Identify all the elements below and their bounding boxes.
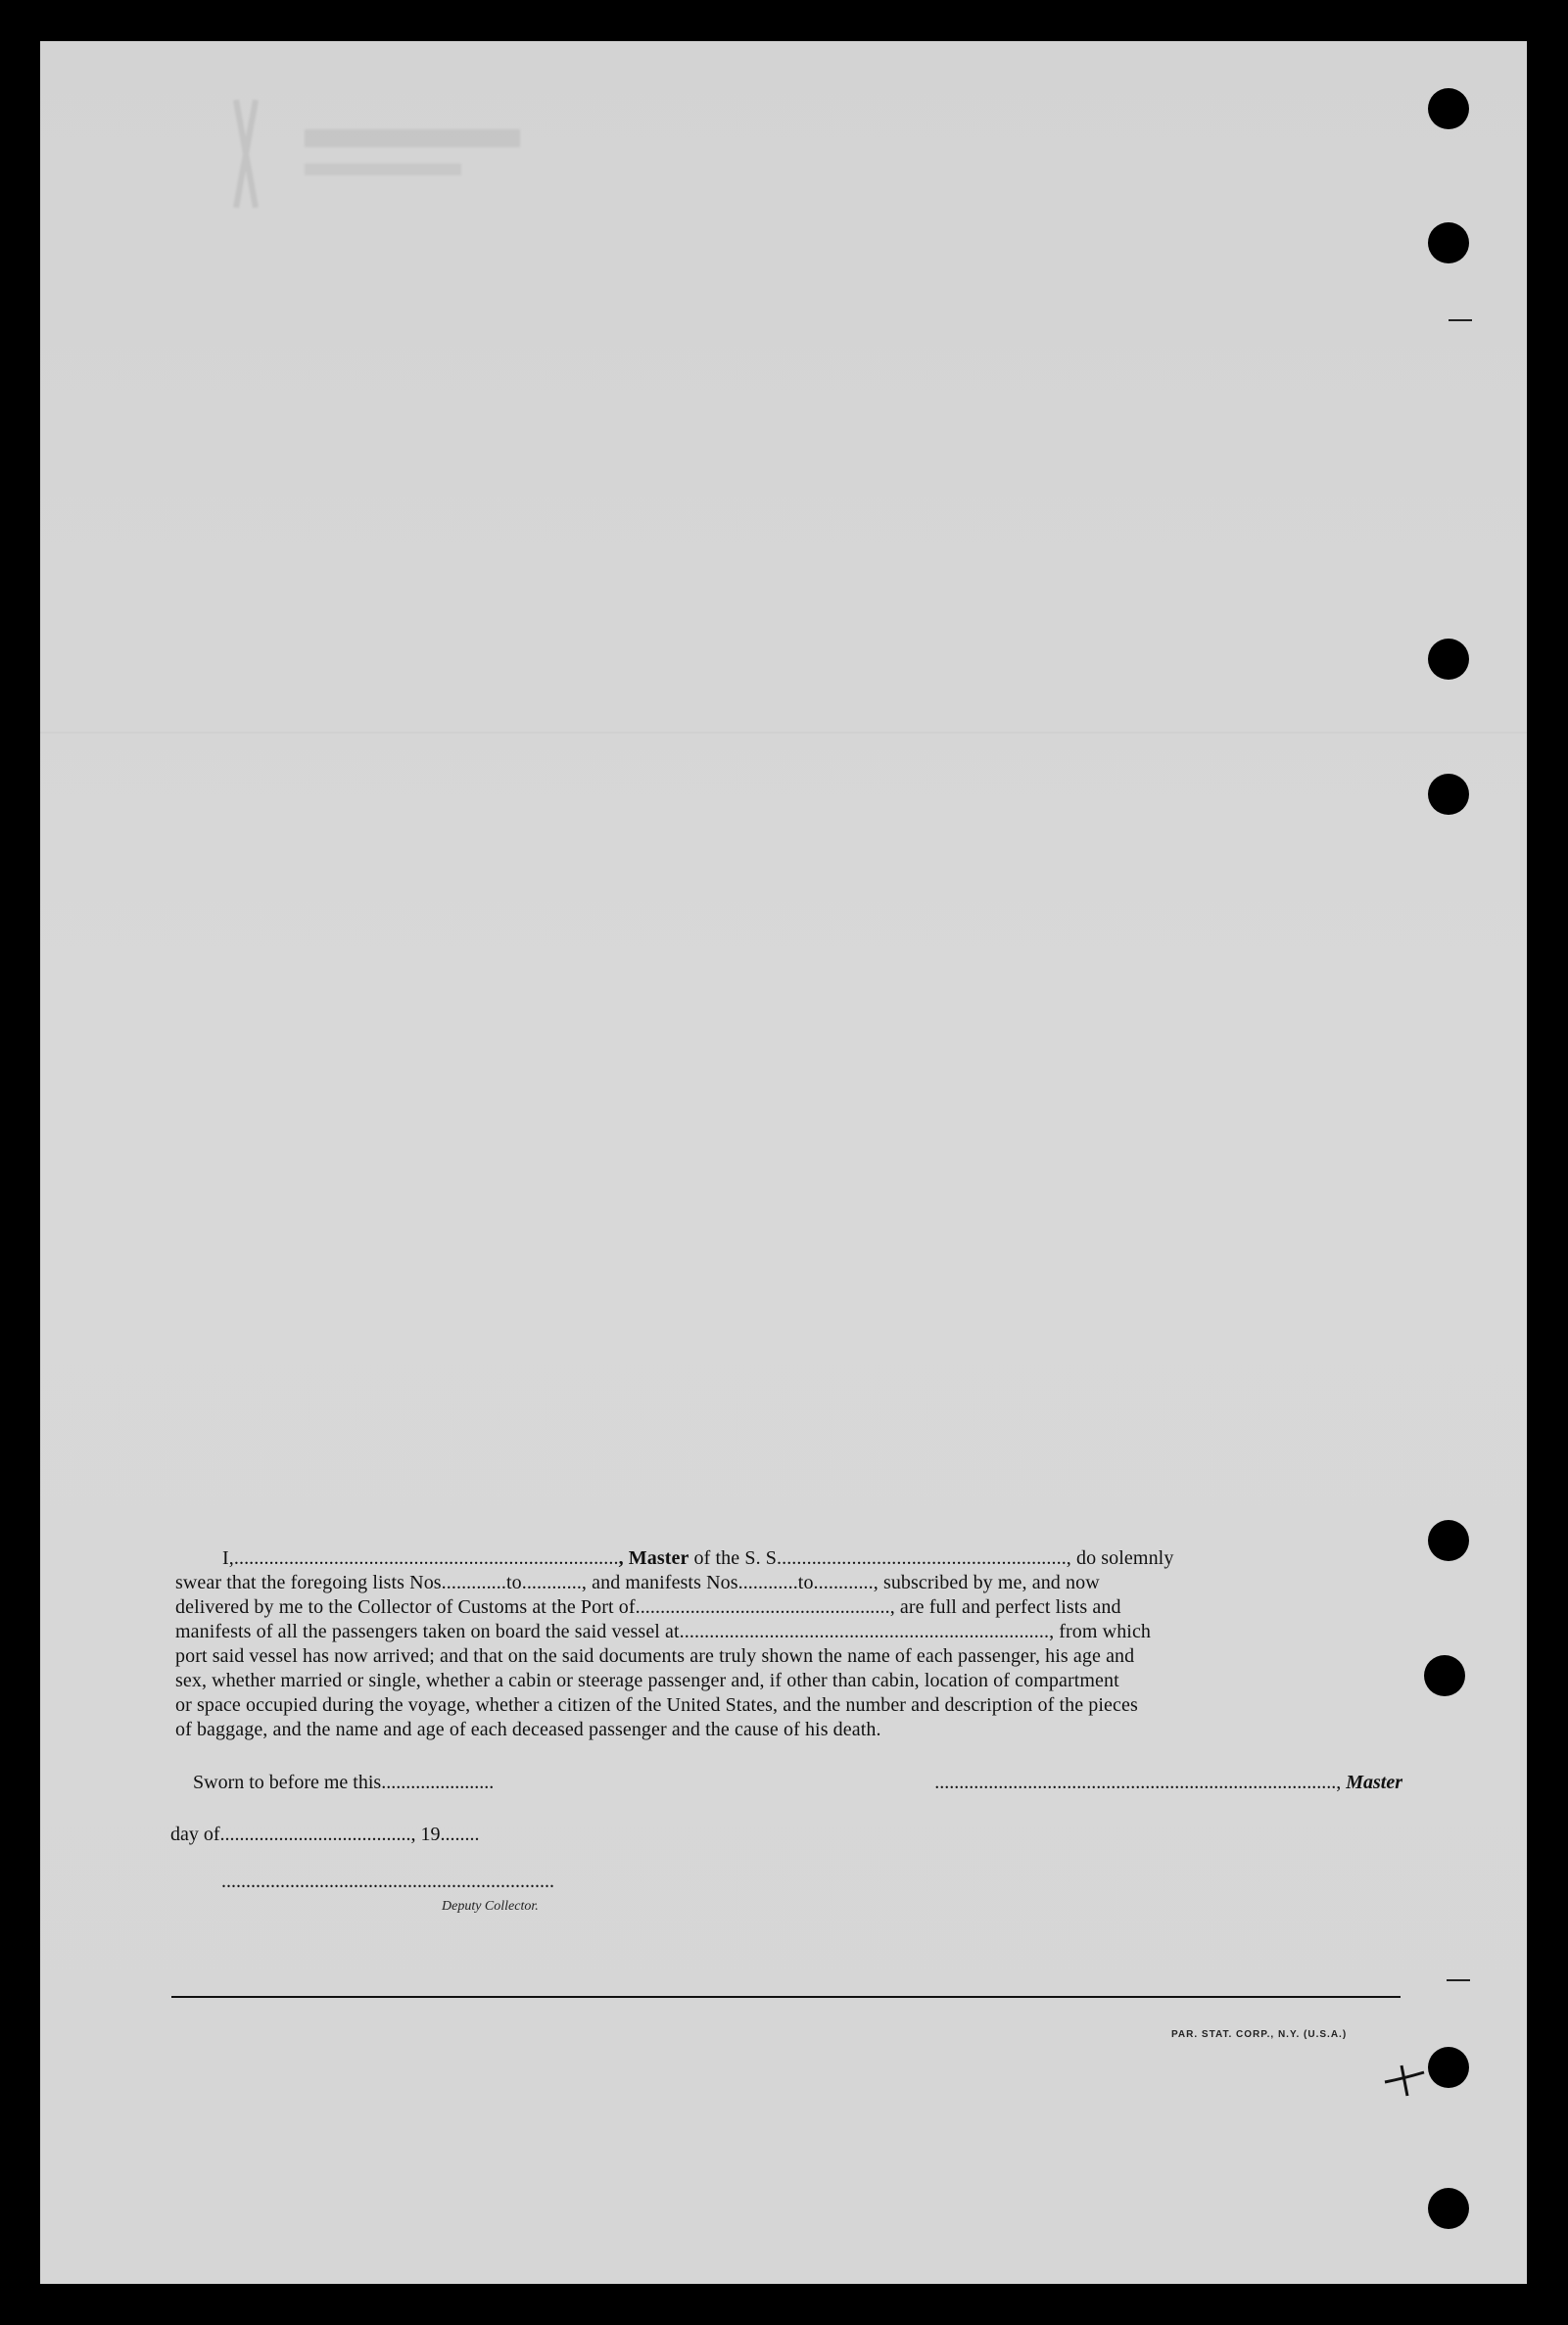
oath-line: or space occupied during the voyage, whether a citizen of the United States, and the number and description of the pieces [175, 1694, 1138, 1716]
punch-hole [1428, 1520, 1469, 1561]
oath-line: swear that the foregoing lists Nos.............to............, and manifests Nos............to............, subscribed by me, and now [175, 1572, 1100, 1593]
oath-text: , do solemnly [1066, 1547, 1174, 1569]
master-signature-label: Master [1346, 1772, 1402, 1793]
sworn-before-line: Sworn to before me this....................... [193, 1772, 495, 1793]
punch-hole [1428, 222, 1469, 263]
oath-line: port said vessel has now arrived; and that on the said documents are truly shown the name of each passenger, his age and [175, 1645, 1135, 1667]
horizontal-rule [171, 1996, 1401, 1998]
oath-text: of the S. S. [689, 1547, 783, 1569]
printer-imprint: PAR. STAT. CORP., N.Y. (U.S.A.) [1171, 2029, 1348, 2040]
edge-tick-mark [1447, 1979, 1470, 1981]
oath-line: delivered by me to the Collector of Customs at the Port of..................................................., are full and perfect lists and [175, 1596, 1121, 1618]
punch-hole [1428, 88, 1469, 129]
punch-hole [1424, 1655, 1465, 1696]
master-oath-paragraph [175, 1546, 1402, 1742]
fold-line [40, 732, 1527, 734]
deputy-collector-blank: .................................................................... [221, 1871, 554, 1892]
punch-hole [1428, 774, 1469, 815]
master-name-blank: ............................................................................. [233, 1547, 619, 1569]
handwritten-cross-mark [1380, 2061, 1429, 2100]
oath-line [175, 1546, 1402, 1571]
oath-line: manifests of all the passengers taken on board the said vessel at.........................................................................., from which [175, 1621, 1152, 1642]
edge-tick-mark [1449, 319, 1472, 321]
oath-line: sex, whether married or single, whether a cabin or steerage passenger and, if other than cabin, location of compartment [175, 1670, 1119, 1691]
punch-hole [1428, 639, 1469, 680]
oath-text: I, [222, 1547, 234, 1569]
manifest-back-page [40, 41, 1527, 2284]
day-date-line: day of......................................., 19........ [170, 1824, 480, 1845]
oath-line: of baggage, and the name and age of each deceased passenger and the cause of his death. [175, 1719, 881, 1740]
deputy-collector-label: Deputy Collector. [442, 1899, 539, 1914]
punch-hole [1428, 2188, 1469, 2229]
master-signature-line [897, 1772, 1402, 1794]
ship-name-blank: ......................................................... [782, 1547, 1067, 1569]
master-label: , Master [618, 1547, 689, 1569]
punch-hole [1428, 2047, 1469, 2088]
faded-bleedthrough-mark [216, 80, 589, 227]
master-signature-blank: .................................................................................., [934, 1772, 1342, 1793]
